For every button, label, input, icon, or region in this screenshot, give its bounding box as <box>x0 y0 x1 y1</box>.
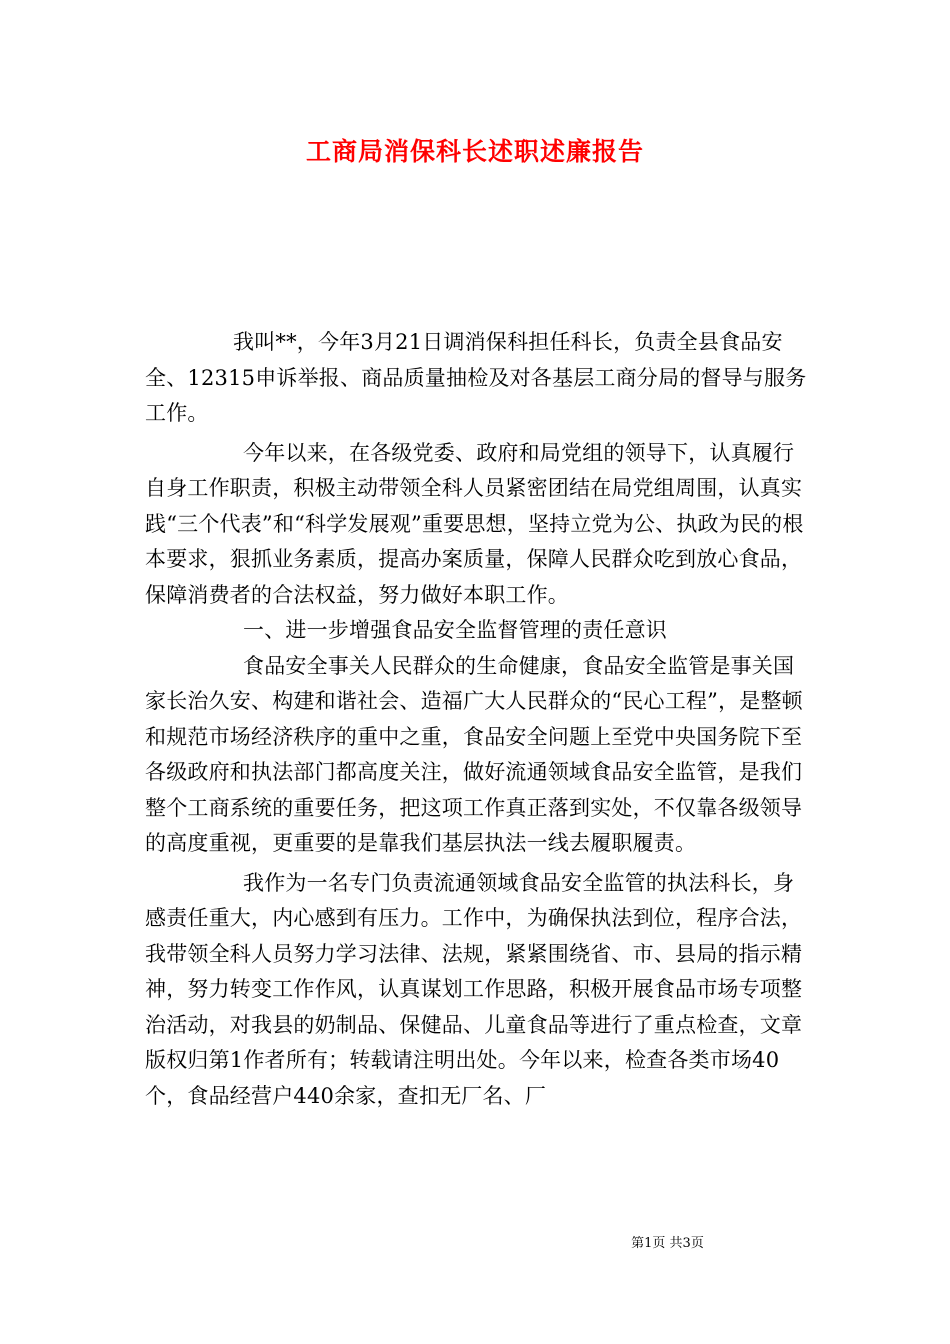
section-heading-1: 一、进一步增强食品安全监督管理的责任意识 <box>243 618 667 642</box>
document-body <box>145 325 810 1114</box>
page-number-footer: 第1页 共3页 <box>631 1236 704 1251</box>
paragraph-responsibility: 我作为一名专门负责流通领域食品安全监管的执法科长，身感责任重大，内心感到有压力。工作中，为确保执法到位，程序合法，我带领全科人员努力学习法律、法规，紧紧围绕省、市、县局的指示精神，努力转变工作作风，认真谋划工作思路，积极开展食品市场专项整治活动，对我县的奶制品、保健品、儿童食品等进行了重点检查，文章版权归第1作者所有；转载请注明出处。今年以来，检查各类市场40个，食品经营户440余家，查扣无厂名、厂 <box>145 870 803 1108</box>
paragraph-food-safety: 食品安全事关人民群众的生命健康，食品安全监管是事关国家长治久安、构建和谐社会、造福广大人民群众的“民心工程”，是整顿和规范市场经济秩序的重中之重，食品安全问题上至党中央国务院下至各级政府和执法部门都高度关注，做好流通领域食品安全监管，是我们整个工商系统的重要任务，把这项工作真正落到实处，不仅靠各级领导的高度重视，更重要的是靠我们基层执法一线去履职履责。 <box>145 653 803 855</box>
paragraph-intro: 我叫**，今年3月21日调消保科担任科长，负责全县食品安全、12315申诉举报、商品质量抽检及对各基层工商分局的督导与服务工作。 <box>145 330 807 425</box>
document-title: 工商局消保科长述职述廉报告 <box>305 137 644 166</box>
paragraph-overview: 今年以来，在各级党委、政府和局党组的领导下，认真履行自身工作职责，积极主动带领全科人员紧密团结在局党组周围，认真实践“三个代表”和“科学发展观”重要思想，坚持立党为公、执政为民的根本要求，狠抓业务素质，提高办案质量，保障人民群众吃到放心食品，保障消费者的合法权益，努力做好本职工作。 <box>145 440 804 607</box>
